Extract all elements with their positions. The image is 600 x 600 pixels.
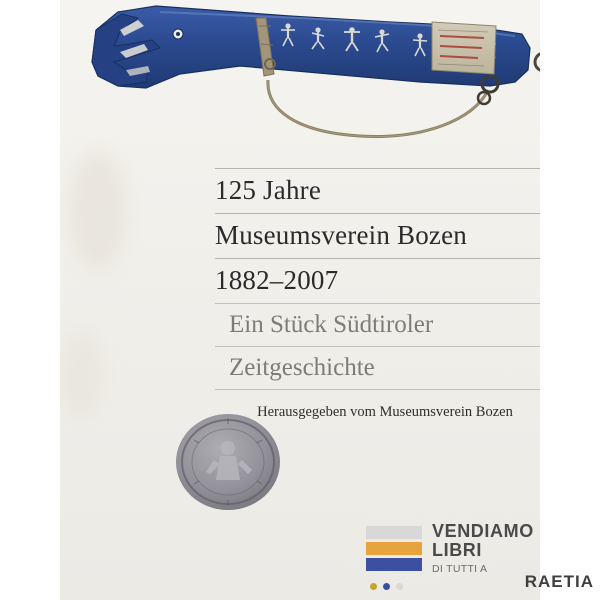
badge-text-block [432, 522, 592, 575]
publisher-watermark-badge [356, 518, 596, 594]
subtitle-line-1: Ein Stück Südtiroler [229, 311, 434, 338]
title-line-1: 125 Jahre [215, 175, 322, 205]
paper-stain [60, 330, 104, 420]
editor-credit: Herausgegeben vom Museumsverein Bozen [257, 404, 513, 420]
cover-area [60, 0, 540, 600]
flag-icon [366, 526, 422, 584]
title-line-2: Museumsverein Bozen [215, 220, 467, 250]
hanging-cord [60, 40, 540, 150]
badge-dots [370, 583, 403, 590]
badge-line-2: LIBRI [432, 539, 482, 560]
publisher-brand: RAETIA [524, 572, 594, 591]
badge-line-3: DI TUTTI A [432, 562, 488, 575]
coin-illustration [170, 408, 290, 518]
badge-line-1: VENDIAMO [432, 521, 534, 541]
subtitle-line-2: Zeitgeschichte [229, 354, 375, 381]
title-block [215, 168, 540, 421]
title-line-3: 1882–2007 [215, 265, 339, 295]
